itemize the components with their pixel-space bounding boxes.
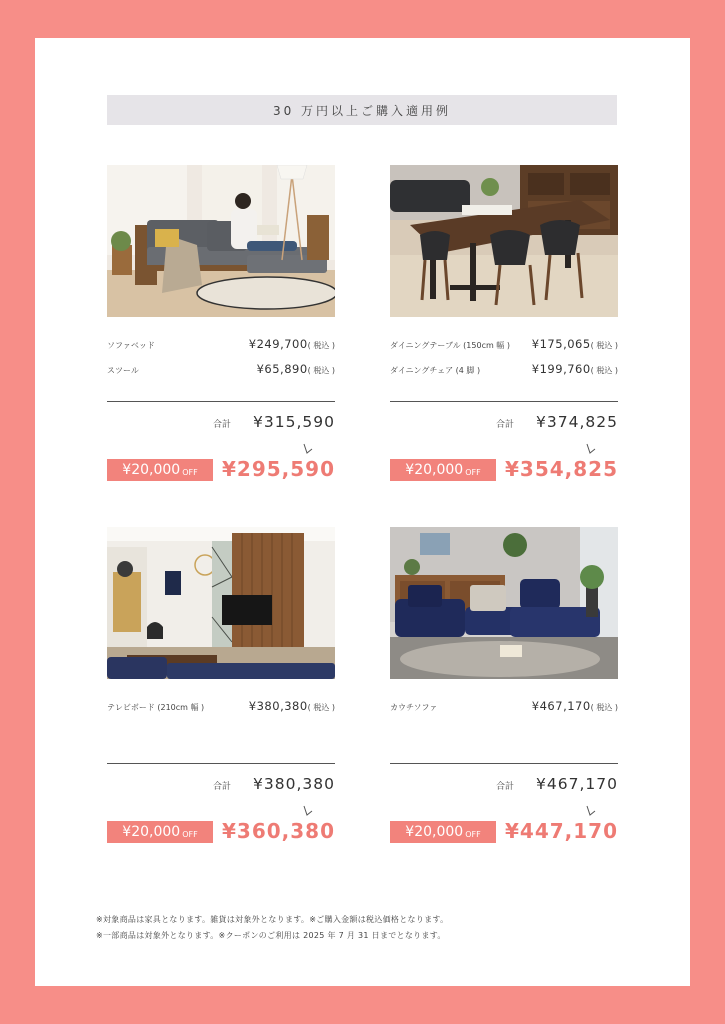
total-row <box>213 413 335 431</box>
item-price: ¥380,380 <box>248 699 308 713</box>
card-couch-sofa <box>390 527 618 847</box>
item-row <box>107 699 335 713</box>
divider <box>390 401 618 402</box>
total-amount: ¥315,590 <box>253 413 335 431</box>
item-name: ソファベッド <box>107 341 155 350</box>
item-name: ダイニングチェア (4 脚 ) <box>390 366 481 375</box>
item-name: ダイニングテーブル (150cm 幅 ) <box>390 341 510 350</box>
item-name: スツール <box>107 366 139 375</box>
down-arrow-icon <box>302 443 314 455</box>
total-label: 合計 <box>213 420 232 430</box>
discount-value: ¥20,000 <box>122 824 181 840</box>
down-arrow-icon <box>585 805 597 817</box>
final-price: ¥354,825 <box>504 457 618 481</box>
footnotes <box>96 912 448 944</box>
item-name: カウチソファ <box>390 703 438 712</box>
discount-tag: OFF <box>465 467 481 477</box>
total-row <box>496 775 618 793</box>
discount-badge <box>390 821 496 843</box>
item-price: ¥249,700 <box>248 337 308 351</box>
tv-board-photo <box>107 527 335 679</box>
discount-badge <box>107 459 213 481</box>
footnote-line: ※対象商品は家具となります。雑貨は対象外となります。※ご購入金額は税込価格となります。 <box>96 915 449 924</box>
total-amount: ¥467,170 <box>536 775 618 793</box>
total-label: 合計 <box>213 782 232 792</box>
total-label: 合計 <box>496 782 515 792</box>
total-row <box>496 413 618 431</box>
card-sofa-bed <box>107 165 335 485</box>
discount-value: ¥20,000 <box>405 462 464 478</box>
dining-set-photo <box>390 165 618 317</box>
item-tax: ( 税込 ) <box>590 341 618 350</box>
card-tv-board <box>107 527 335 847</box>
total-amount: ¥374,825 <box>536 413 618 431</box>
item-name: テレビボード (210cm 幅 ) <box>107 703 205 712</box>
item-row <box>390 362 618 376</box>
discount-value: ¥20,000 <box>405 824 464 840</box>
item-row <box>107 337 335 351</box>
couch-sofa-image <box>390 527 618 679</box>
total-row <box>213 775 335 793</box>
final-price: ¥447,170 <box>504 819 618 843</box>
discount-badge <box>390 459 496 481</box>
item-row <box>107 362 335 376</box>
item-price: ¥199,760 <box>531 362 591 376</box>
card-dining-set <box>390 165 618 485</box>
banner-title <box>107 95 617 125</box>
item-tax: ( 税込 ) <box>307 341 335 350</box>
total-amount: ¥380,380 <box>253 775 335 793</box>
dining-set-image <box>390 165 618 317</box>
item-tax: ( 税込 ) <box>307 703 335 712</box>
item-price: ¥65,890 <box>256 362 308 376</box>
item-row <box>390 337 618 351</box>
couch-sofa-photo <box>390 527 618 679</box>
down-arrow-icon <box>585 443 597 455</box>
item-tax: ( 税込 ) <box>590 703 618 712</box>
item-price: ¥175,065 <box>531 337 591 351</box>
discount-tag: OFF <box>182 829 198 839</box>
banner-title-text: 30 万円以上ご購入適用例 <box>272 103 452 118</box>
item-tax: ( 税込 ) <box>307 366 335 375</box>
total-label: 合計 <box>496 420 515 430</box>
divider <box>390 763 618 764</box>
item-row <box>390 699 618 713</box>
final-price: ¥360,380 <box>221 819 335 843</box>
discount-badge <box>107 821 213 843</box>
final-price: ¥295,590 <box>221 457 335 481</box>
item-tax: ( 税込 ) <box>590 366 618 375</box>
discount-value: ¥20,000 <box>122 462 181 478</box>
tv-board-image <box>107 527 335 679</box>
divider <box>107 401 335 402</box>
sofa-bed-photo <box>107 165 335 317</box>
discount-tag: OFF <box>465 829 481 839</box>
discount-tag: OFF <box>182 467 198 477</box>
down-arrow-icon <box>302 805 314 817</box>
footnote-line: ※一部商品は対象外となります。※クーポンのご利用は 2025 年 7 月 31 日までとなります。 <box>96 931 446 940</box>
sofa-bed-image <box>107 165 335 317</box>
item-price: ¥467,170 <box>531 699 591 713</box>
divider <box>107 763 335 764</box>
